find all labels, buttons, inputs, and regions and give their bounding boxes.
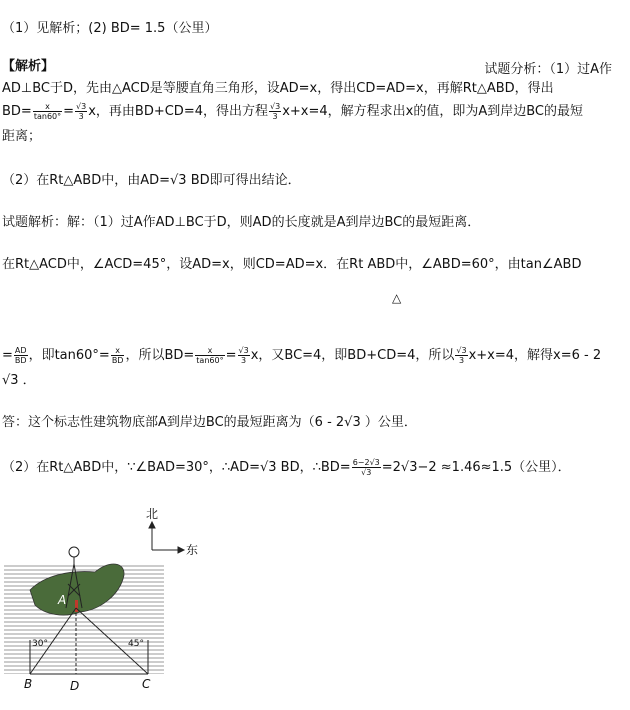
conclusion: 答：这个标志性建筑物底部A到岸边BC的最短距离为（6 - 2√3 ）公里． bbox=[2, 415, 417, 430]
analysis-line-1: AD⊥BC于D，先由△ACD是等腰直角三角形，设AD=x，得出CD=AD=x，再解Rt△ABD，得出 bbox=[2, 81, 554, 96]
analysis-line-2: BD= $\frac{x}{\tan 60^\circ}$ = $\frac{√3}{3}$ x，再由BD+CD=4，得出方程 $\frac{√3}{3}$ x+x=4，解方程求出x的值，即为A到岸边BC的最短 bbox=[2, 102, 583, 121]
north-label: 北 bbox=[146, 507, 159, 521]
marker-A bbox=[75, 600, 78, 612]
label-A: A bbox=[58, 593, 67, 607]
angle-C-label: 45° bbox=[128, 639, 144, 649]
label-C: C bbox=[142, 677, 151, 691]
solution-line-1: 试题解析：解：（1）过A作AD⊥BC于D，则AD的长度就是A到岸边BC的最短距离． bbox=[2, 215, 481, 230]
part2-solution: （2）在Rt△ABD中，∵∠BAD=30°，∴AD=√3 BD，∴BD= $\frac{6-2√3}{√3}$ =2√3−2 ≈1.46≈1.5（公里）． bbox=[2, 458, 571, 477]
compass bbox=[149, 522, 184, 553]
solution-line-3: = $\frac{AD}{BD}$ ，即tan60°= $\frac{x}{BD}$ ，所以BD= $\frac{x}{\tan 60^\circ}$ = $\frac{√3}{3}$ x，又BC=4，即BD+CD=4，所以 $\frac{√3}{3}$ x+x=4，解得x=6 - 2 bbox=[2, 346, 602, 365]
answer-line: （1）见解析；(2) BD= 1.5（公里） bbox=[2, 21, 218, 36]
label-D: D bbox=[70, 679, 80, 693]
label-B: B bbox=[24, 677, 33, 691]
solution-line-2: 在Rt△ACD中，∠ACD=45°，设AD=x，则CD=AD=x．在Rt ABD中，∠ABD=60°，由tan∠ABD bbox=[2, 257, 582, 272]
angle-B-label: 30° bbox=[32, 639, 48, 649]
solution-line-4: √3 ． bbox=[2, 373, 36, 388]
triangle-symbol: △ bbox=[392, 291, 402, 305]
analysis-tag: 【解析】 bbox=[2, 59, 55, 74]
analysis-line-3: 距离； bbox=[2, 129, 42, 144]
analysis-title: 试题分析：（1）过A作 bbox=[484, 62, 612, 77]
geometry-figure bbox=[0, 500, 200, 700]
east-label: 东 bbox=[186, 543, 199, 557]
analysis-part2: （2）在Rt△ABD中，由AD=√3 BD即可得出结论． bbox=[2, 173, 301, 188]
